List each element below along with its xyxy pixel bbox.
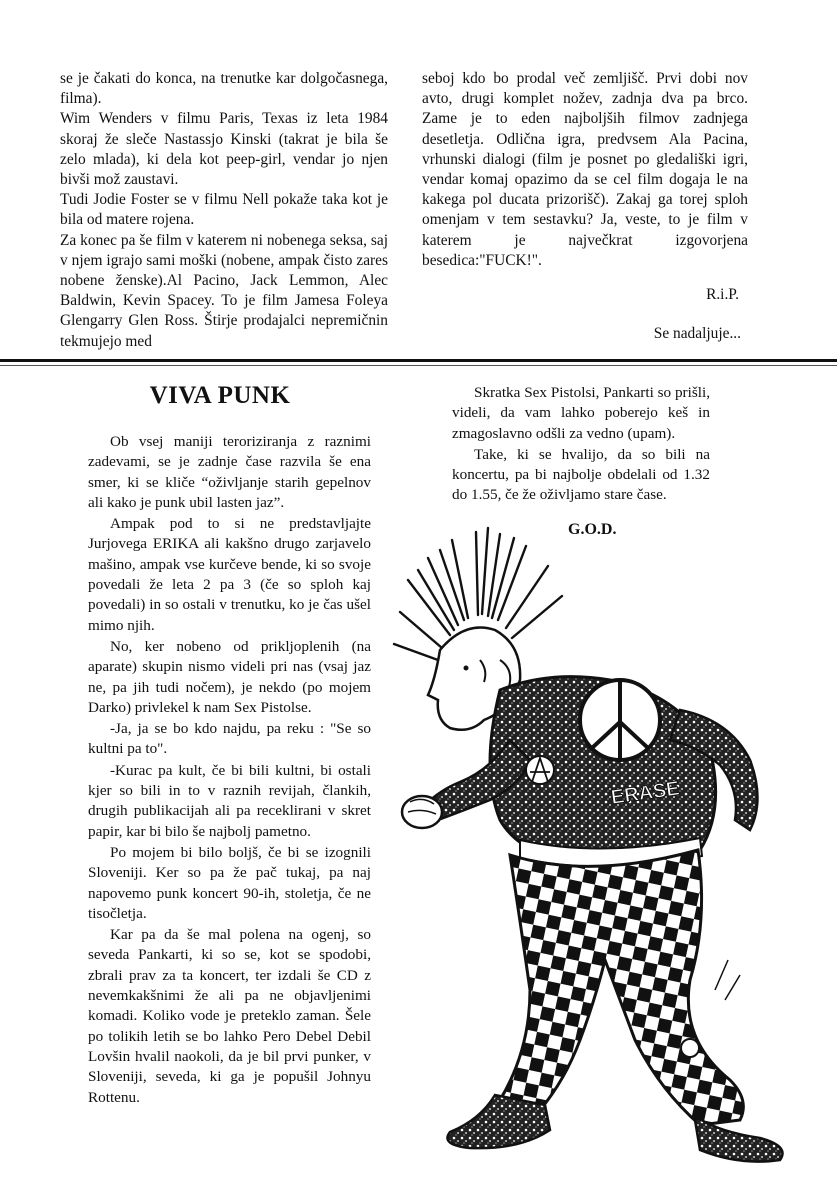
- paragraph: se je čakati do konca, na trenutke kar dolgočasnega, filma).: [60, 70, 388, 108]
- paragraph: Skratka Sex Pistolsi, Pankarti so prišli, videli, da vam lahko poberejo keš in zmagoslavno odšli za vedno (upam).: [452, 384, 710, 442]
- punk-figure-illustration-icon: [380, 520, 810, 1170]
- paragraph: seboj kdo bo prodal več zemljišč. Prvi dobi nov avto, drugi komplet nožev, zadnja dva pa brco. Zame je to eden najboljših filmov zadnjega desetletja. Odlična igra, predvsem Ala Pacina, vrhunski dialogi (film je posnet po gledališki igri, vendar komaj opazimo da se cel film dogaja le na kakega pol ducata prizorišč). Zakaj ga torej sploh omenjam v tem sestavku? Ja, veste, to je film v katerem je največkrat izgovorjena besedica:"FUCK!".: [422, 70, 748, 269]
- paragraph: Za konec pa še film v katerem ni nobenega seksa, saj v njem igrajo sami moški (nobene, ampak čisto zares nobene ženske).Al Pacino, Jack Lemmon, Alec Baldwin, Kevin Spacey. To je film Jamesa Foleya Glengarry Glen Ross. Štirje prodajalci nepremičnin tekmujejo med: [60, 231, 388, 350]
- paragraph: No, ker nobeno od prikljoplenih (na aparate) skupin nismo videli pri nas (vsaj jaz ne, pa jih tudi nočem), je nekdo (po mojem Darko) privlekel k nam Sex Pistolse.: [88, 637, 371, 716]
- top-article-right-column: [422, 69, 748, 271]
- paragraph: Tudi Jodie Foster se v filmu Nell pokaže taka kot je bila od matere rojena.: [60, 191, 388, 229]
- paragraph: Ob vsej maniji teroriziranja z raznimi zadevami, se je zadnje čase razvila še ena smer, ki se kliče “oživljanje starih gepelnov ali kako je punk ubil lasten jaz”.: [88, 433, 371, 511]
- continued-note: Se nadaljuje...: [653, 325, 741, 342]
- paragraph: Kar pa da še mal polena na ogenj, so seveda Pankarti, ki so se, kot se spodobi, zbrali prav za ta koncert, ter izdali še CD z nevemkakšnimi že ali pa ne objavljenimi komadi. Koliko vode je preteklo zaman. Šele po tolikih letih se bo lahko Pero Debel Debil Lovšin hvalil naokoli, da je bil prvi punker, v Sloveniji, seveda, ki ga je popušil Johnyu Rottenu.: [88, 926, 371, 1106]
- paragraph: -Ja, ja se bo kdo najdu, pa reku : "Se so kultni pa to".: [88, 720, 371, 758]
- section-divider: [0, 359, 837, 362]
- top-article-left-column: [60, 69, 388, 352]
- signature: R.i.P.: [706, 286, 739, 303]
- jacket-lettering: ERASE: [609, 777, 681, 809]
- paragraph: Wim Wenders v filmu Paris, Texas iz leta 1984 skoraj že sleče Nastassjo Kinski (takrat je bila še zelo mlada), ki dela kot peep-girl, vendar jo njen bivši mož zaustavi.: [60, 110, 388, 189]
- paragraph: Po mojem bi bilo boljš, če bi se izognili Sloveniji. Ker so pa že pač tukaj, pa naj napovemo punk koncert 90-ih, stoletja, če ne tisočletja.: [88, 843, 371, 922]
- punk-article-left-column: [88, 432, 371, 1109]
- paragraph: -Kurac pa kult, če bi bili kultni, bi ostali kjer so bili in to v raznih revijah, člankih, drugih publikacijah ali pa receklirani v skret papir, kar bi bilo še najbolj pametno.: [88, 761, 371, 840]
- section-divider-thin: [0, 365, 837, 366]
- author-signature: G.O.D.: [568, 521, 617, 538]
- punk-article-right-column: [452, 383, 710, 507]
- paragraph: Take, ki se hvalijo, da so bili na koncertu, pa bi najbolje obdelali od 1.32 do 1.55, če že oživljamo stare čase.: [452, 445, 710, 504]
- paragraph: Ampak pod to si ne predstavljajte Jurjovega ERIKA ali kakšno drugo zarjavelo mašino, ampak vse kurčeve bende, ki so svoje povedali že leta 2 pa 3 (če so sploh kaj povedali) in so ostali v trenutku, ko je čas ušel mimo njih.: [88, 515, 371, 634]
- article-title: VIVA PUNK: [149, 382, 291, 409]
